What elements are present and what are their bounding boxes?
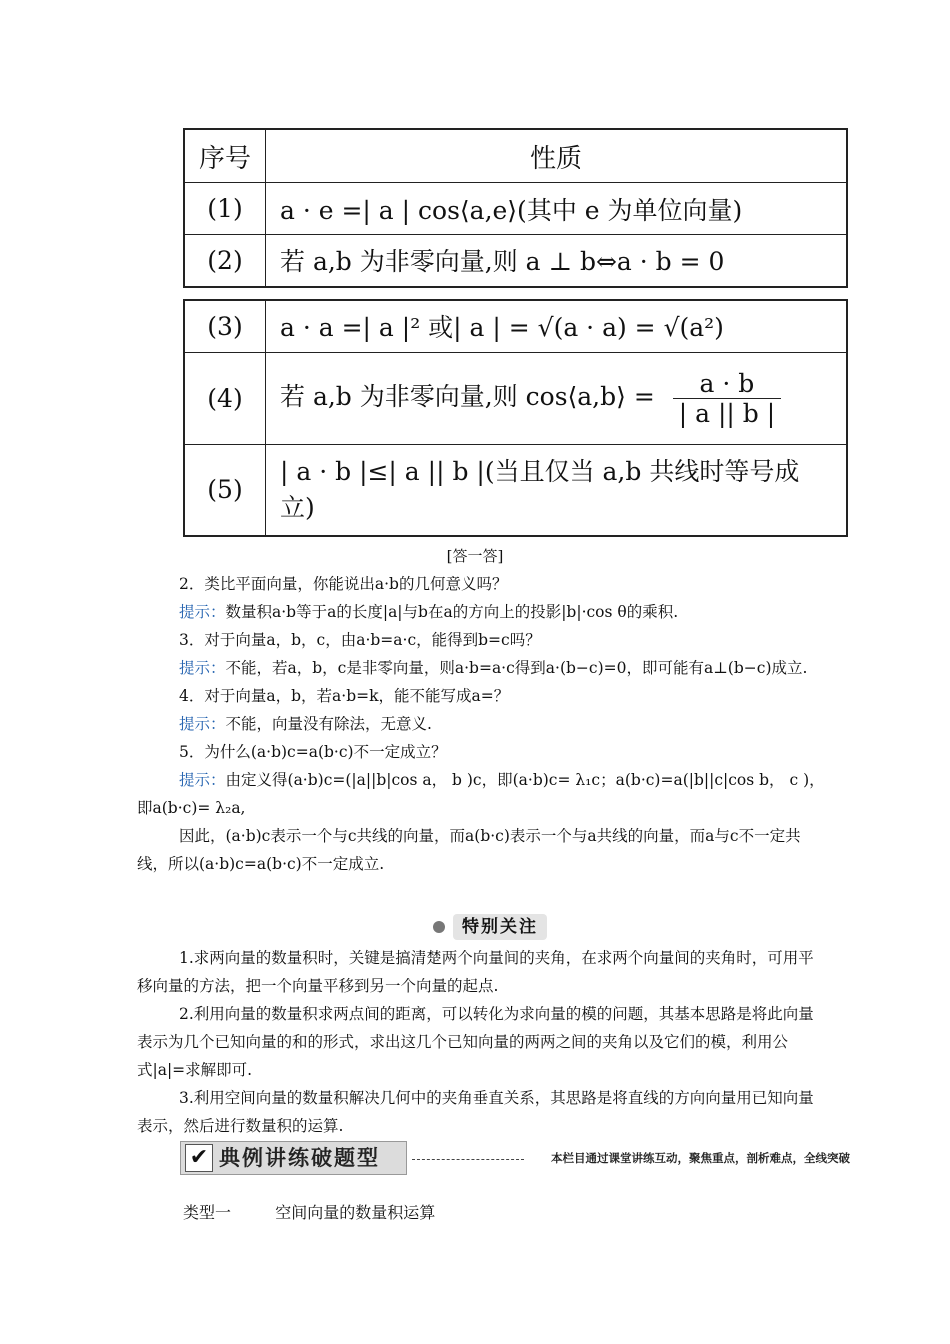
hint-label: 提示： <box>179 603 226 621</box>
banner-title: 典例讲练破题型 <box>219 1146 380 1170</box>
answer-text: 不能，向量没有除法，无意义. <box>225 715 432 733</box>
hint-label: 提示： <box>179 715 226 733</box>
banner-box <box>180 1141 407 1175</box>
special-attention-title: 特别关注 <box>453 914 547 940</box>
banner-note: 本栏目通过课堂讲练互动，聚焦重点，剖析难点，全线突破 <box>551 1151 850 1165</box>
answer <box>137 598 827 626</box>
header-index: 序号 <box>184 129 266 183</box>
table-row <box>184 444 847 536</box>
answer-text: 不能，若a，b，c是非零向量，则a·b=a·c得到a·(b−c)=0，即可能有a⊥(b−c)成立. <box>225 659 808 677</box>
header-property: 性质 <box>266 129 848 183</box>
properties-table-part2 <box>183 299 848 537</box>
fraction-denominator: | a || b | <box>678 398 776 428</box>
row-number: (1) <box>184 183 266 235</box>
row-property: a · e =| a | cos⟨a,e⟩(其中 e 为单位向量) <box>266 183 848 235</box>
section-heading <box>183 1200 435 1223</box>
special-attention-list <box>137 944 827 1140</box>
check-icon: ✔ <box>185 1144 213 1172</box>
section-banner <box>180 1141 850 1175</box>
fraction-numerator: a · b <box>673 369 781 399</box>
conclusion: 因此，(a·b)c表示一个与c共线的向量，而a(b·c)表示一个与a共线的向量，而a与c不一定共线，所以(a·b)c=a(b·c)不一定成立. <box>137 827 801 873</box>
banner-divider <box>412 1159 524 1160</box>
question: 4．对于向量a，b，若a·b=k，能不能写成a=？ <box>179 687 510 705</box>
special-attention-badge <box>433 912 553 942</box>
row-number: (3) <box>184 300 266 352</box>
table-row <box>184 183 847 235</box>
badge-dot-icon <box>433 921 445 933</box>
row-number: (4) <box>184 352 266 444</box>
table-header-row <box>184 129 847 183</box>
fraction <box>673 369 781 428</box>
section-title: 空间向量的数量积运算 <box>275 1203 436 1222</box>
answer-text: 数量积a·b等于a的长度|a|与b在a的方向上的投影|b|·cos θ的乘积. <box>225 603 679 621</box>
table-row <box>184 352 847 444</box>
row-number: (5) <box>184 444 266 536</box>
row-property: | a · b |≤| a || b |(当且仅当 a,b 共线时等号成立) <box>266 444 848 536</box>
properties-table-part1 <box>183 128 848 288</box>
question: 3．对于向量a，b，c，由a·b=a·c，能得到b=c吗？ <box>179 631 541 649</box>
qa-section <box>137 570 827 878</box>
row-property: 若 a,b 为非零向量,则 a ⊥ b⇔a · b = 0 <box>266 235 848 287</box>
question: 5．为什么(a·b)c=a(b·c)不一定成立？ <box>179 743 447 761</box>
row-number: (2) <box>184 235 266 287</box>
list-item: 2.利用向量的数量积求两点间的距离，可以转化为求向量的模的问题，其基本思路是将此向量表示为几个已知向量的和的形式，求出这几个已知向量的两两之间的夹角以及它们的模，利用公式|a|=求解即可. <box>137 1005 814 1079</box>
list-item: 1.求两向量的数量积时，关键是搞清楚两个向量间的夹角，在求两个向量间的夹角时，可用平移向量的方法，把一个向量平移到另一个向量的起点. <box>137 949 814 995</box>
hint-label: 提示： <box>179 659 226 677</box>
answer-label: [答一答] <box>446 547 504 565</box>
question: 2．类比平面向量，你能说出a·b的几何意义吗？ <box>179 575 508 593</box>
row-property: a · a =| a |² 或| a | = √(a · a) = √(a²) <box>266 300 848 352</box>
hint-label: 提示： <box>179 771 226 789</box>
answer <box>137 766 827 822</box>
row-property <box>266 352 848 444</box>
table-row <box>184 300 847 352</box>
answer <box>137 654 827 682</box>
row-property-text: 若 a,b 为非零向量,则 cos⟨a,b⟩ = <box>280 381 655 411</box>
answer <box>137 710 827 738</box>
list-item: 3.利用空间向量的数量积解决几何中的夹角垂直关系，其思路是将直线的方向向量用已知向量表示，然后进行数量积的运算. <box>137 1089 814 1135</box>
table-row <box>184 235 847 287</box>
section-label: 类型一 <box>183 1203 232 1222</box>
answer-text: 由定义得(a·b)c=(|a||b|cos a， b )c，即(a·b)c= λ₁c；a(b·c)=a(|b||c|cos b， c )，即a(b·c)= λ₂a, <box>137 771 825 817</box>
